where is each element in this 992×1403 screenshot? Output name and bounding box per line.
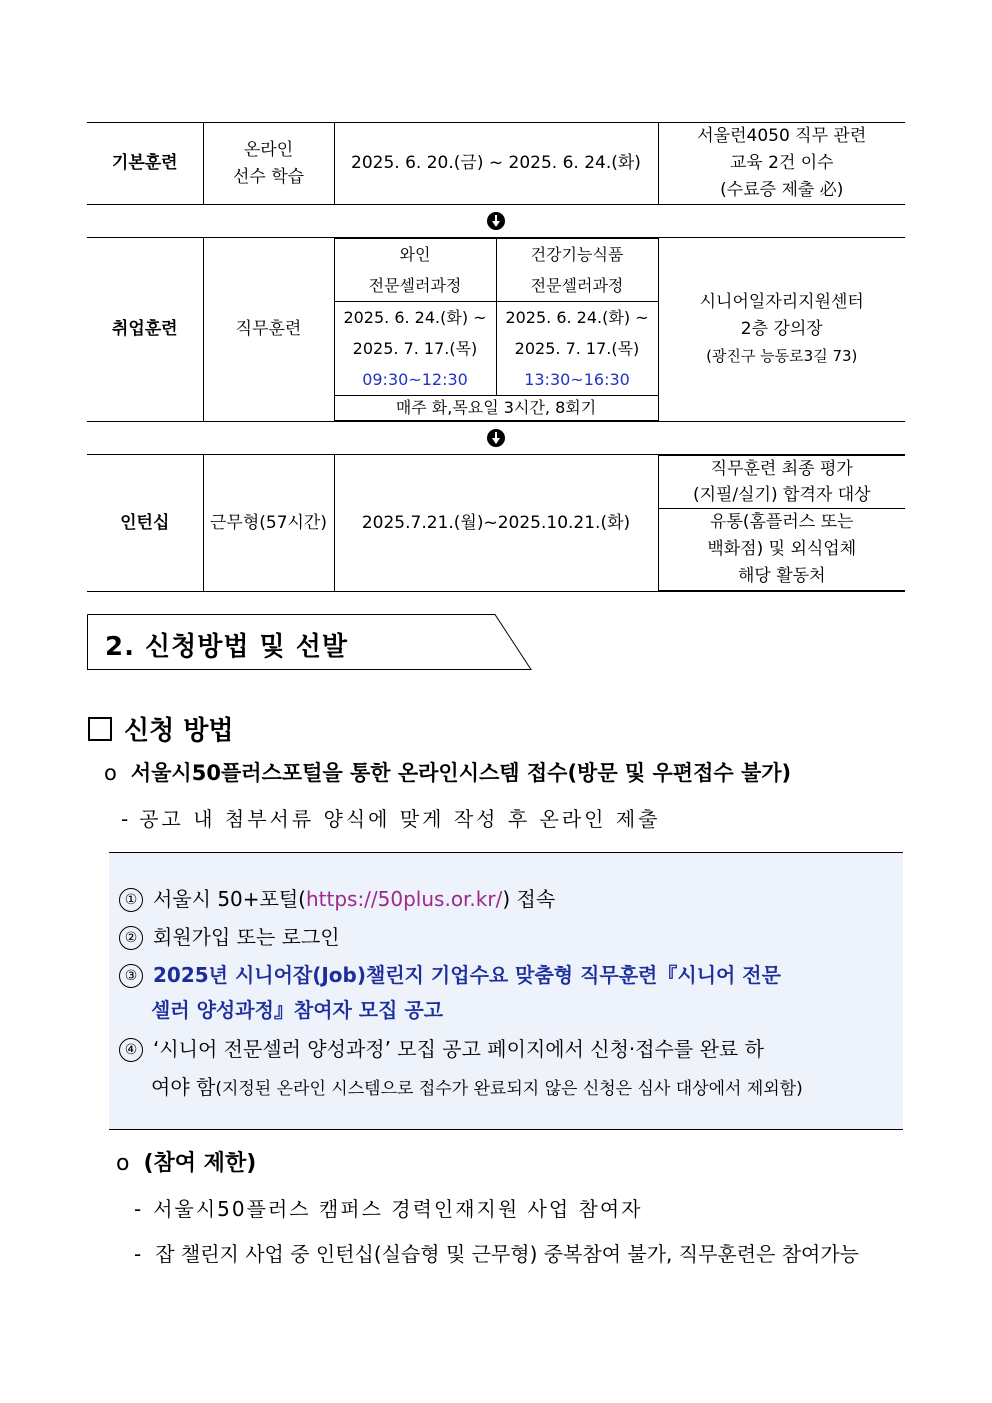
course-a-schedule (335, 302, 497, 396)
restriction-heading (116, 1146, 256, 1177)
down-arrow-circle-icon (487, 429, 505, 447)
basic-training-row (87, 123, 905, 205)
basic-note-line3: (수료증 제출 必) (720, 180, 844, 200)
intern-target-line1: 직무훈련 최종 평가 (710, 459, 853, 479)
restriction-item-2 (134, 1238, 859, 1267)
intern-type: 근무형(57시간) (203, 455, 334, 592)
basic-note-cell (658, 123, 905, 205)
course-b-title (496, 239, 658, 302)
intern-place-line3: 해당 활동처 (737, 566, 826, 586)
basic-stage-label: 기본훈련 (87, 123, 203, 205)
step-1 (119, 883, 555, 912)
intern-target (659, 456, 906, 509)
basic-period: 2025. 6. 20.(금) ~ 2025. 6. 24.(화) (334, 123, 658, 205)
bullet-marker: o (116, 1151, 130, 1176)
dash-marker: - (121, 807, 132, 831)
step-2-number: ② (119, 926, 143, 950)
restriction-item-1-text: 서울시50플러스 캠퍼스 경력인재지원 사업 참여자 (153, 1197, 643, 1221)
course-b-line1: 건강기능식품 (530, 245, 624, 264)
step-4-line2 (151, 1071, 803, 1100)
restriction-heading-text: (참여 제한) (143, 1151, 257, 1176)
step-1-post: ) 접속 (502, 887, 556, 911)
arrow-row-1 (87, 205, 905, 238)
job-place-line1: 시니어일자리지원센터 (699, 292, 864, 312)
job-place-line2: 2층 강의장 (740, 319, 823, 339)
course-b-date1: 2025. 6. 24.(화) ~ (505, 308, 649, 327)
step-3-number: ③ (119, 964, 143, 988)
intern-place-line1: 유통(홈플러스 또는 (710, 512, 854, 532)
basic-type-cell (203, 123, 334, 205)
restriction-item-2-text: 잡 챌린지 사업 중 인턴십(실습형 및 근무형) 중복참여 불가, 직무훈련은 참여가능 (155, 1242, 859, 1266)
job-stage-label: 취업훈련 (87, 238, 203, 422)
step-4-line1: ‘시니어 전문셀러 양성과정’ 모집 공고 페이지에서 신청·접수를 완료 하 (153, 1037, 764, 1061)
course-a-date1: 2025. 6. 24.(화) ~ (343, 308, 487, 327)
basic-type-line2: 선수 학습 (232, 166, 305, 187)
restriction-item-1 (134, 1193, 643, 1222)
step-2-text: 회원가입 또는 로그인 (153, 925, 340, 949)
intern-place-line2: 백화점) 및 외식업체 (707, 539, 857, 559)
course-a-time: 09:30~12:30 (362, 370, 468, 389)
section-title: 2. 신청방법 및 선발 (105, 632, 348, 662)
course-subtable (335, 238, 658, 421)
down-arrow-circle-icon (487, 212, 505, 230)
course-b-time: 13:30~16:30 (524, 370, 630, 389)
step-2 (119, 921, 340, 950)
apply-heading (88, 710, 234, 747)
intern-place (659, 509, 906, 591)
internship-row (87, 455, 905, 592)
job-training-row (87, 238, 905, 422)
apply-steps-box (109, 852, 903, 1130)
course-a-line2: 전문셀러과정 (368, 276, 462, 295)
apply-main-point (104, 757, 791, 787)
job-course-cell (334, 238, 658, 422)
course-a-date2: 2025. 7. 17.(목) (352, 339, 478, 358)
portal-link[interactable]: https://50plus.or.kr/ (305, 887, 503, 911)
basic-note-line1: 서울런4050 직무 관련 (697, 126, 867, 146)
apply-sub-text: 공고 내 첨부서류 양식에 맞게 작성 후 온라인 제출 (139, 807, 661, 831)
step-4-line2b: (지정된 온라인 시스템으로 접수가 완료되지 않은 신청은 심사 대상에서 제외함) (215, 1079, 803, 1099)
dash-marker: - (134, 1197, 144, 1221)
intern-target-line2: (지필/실기) 합격자 대상 (692, 485, 871, 505)
intern-right-cell (658, 455, 905, 592)
bullet-marker: o (104, 761, 117, 785)
intern-stage-label: 인턴십 (87, 455, 203, 592)
course-b-schedule (496, 302, 658, 396)
basic-type-line1: 온라인 (243, 139, 294, 160)
job-type: 직무훈련 (203, 238, 334, 422)
course-a-line1: 와인 (399, 245, 431, 264)
apply-heading-text: 신청 방법 (124, 716, 234, 746)
step-1-number: ① (119, 888, 143, 912)
apply-main-text: 서울시50플러스포털을 통한 온라인시스템 접수(방문 및 우편접수 불가) (130, 761, 792, 785)
course-a-title (335, 239, 497, 302)
apply-sub-point (121, 803, 660, 832)
step-4-number: ④ (119, 1038, 143, 1062)
checkbox-square-icon (88, 717, 112, 741)
basic-note-line2: 교육 2건 이수 (729, 153, 834, 173)
intern-period: 2025.7.21.(월)~2025.10.21.(화) (334, 455, 658, 592)
step-3-line2: 셀러 양성과정』참여자 모집 공고 (151, 998, 444, 1022)
dash-marker: - (134, 1242, 142, 1266)
course-b-line2: 전문셀러과정 (530, 276, 624, 295)
step-3-line1: 2025년 시니어잡(Job)챌린지 기업수요 맞춤형 직무훈련『시니어 전문 (153, 963, 781, 987)
section-header (87, 614, 533, 670)
job-place-line3: (광진구 능동로3길 73) (706, 347, 858, 365)
step-4 (119, 1033, 764, 1062)
course-b-date2: 2025. 7. 17.(목) (514, 339, 640, 358)
schedule-table (87, 122, 905, 592)
step-3 (119, 959, 781, 988)
step-1-pre: 서울시 50+포털( (153, 887, 306, 911)
step-4-line2a: 여야 함 (151, 1075, 216, 1099)
job-place-cell (658, 238, 905, 422)
course-frequency: 매주 화,목요일 3시간, 8회기 (335, 396, 658, 421)
arrow-row-2 (87, 422, 905, 455)
intern-subtable (659, 455, 906, 591)
